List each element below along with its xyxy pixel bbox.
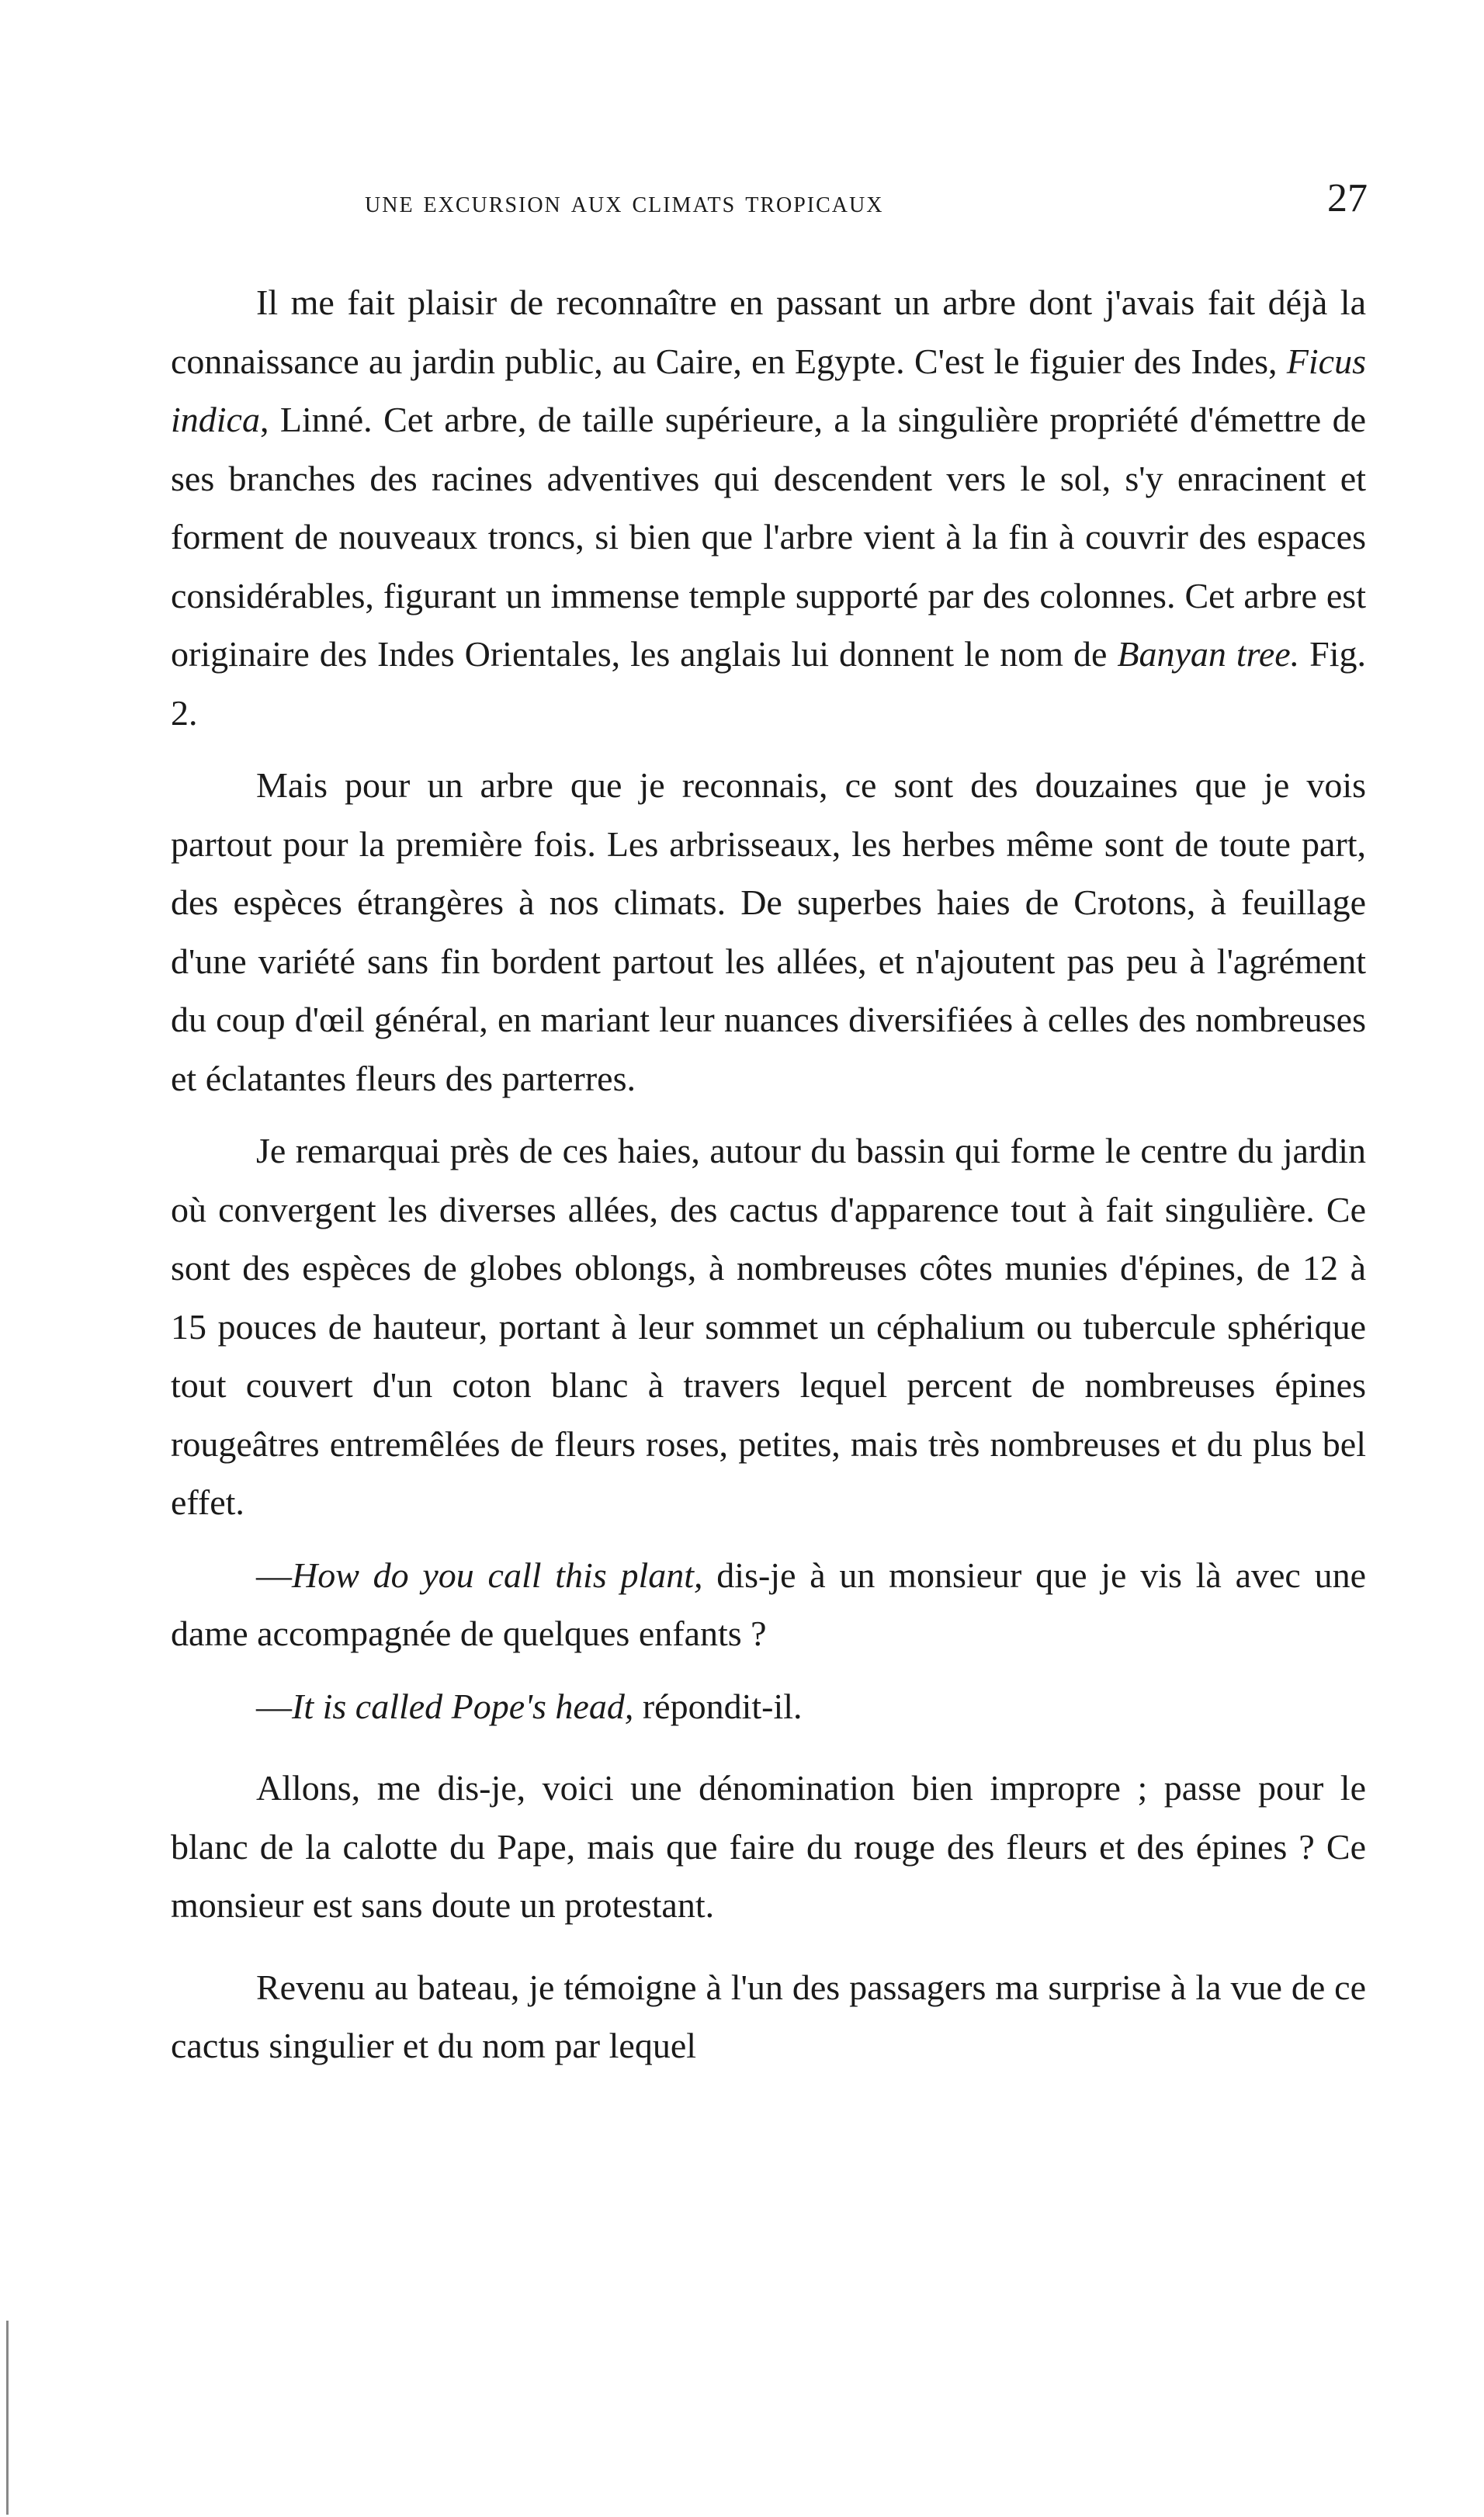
dialog-paragraph (171, 1677, 1366, 1736)
paragraph (171, 1958, 1366, 2075)
page-number: 27 (1327, 176, 1368, 220)
dash: — (256, 1555, 292, 1595)
scan-edge-mark (6, 2321, 9, 2515)
text-run: Il me fait plaisir de reconnaître en passant un arbre dont j'avais fait déjà la connaissance au jardin public, au Caire, en Egypte. C'est le figuier des Indes, (171, 283, 1366, 381)
paragraph (171, 1122, 1366, 1532)
dash: — (256, 1686, 292, 1726)
text-run: dis-je à un monsieur que je vis là avec une dame accompagnée de quelques enfants ? (171, 1555, 1366, 1653)
body-text (171, 273, 1366, 2089)
italic-run: How do you call this plant, (292, 1555, 703, 1595)
text-run: Allons, me dis-je, voici une dénomination bien impropre ; passe pour le blanc de la calotte du Pape, mais que faire du rouge des fleurs et des épines ? Ce monsieur est sans doute un protestant. (171, 1768, 1366, 1925)
dialog-paragraph (171, 1546, 1366, 1663)
italic-run: Ficus indica (171, 341, 1366, 439)
italic-run: It is called Pope's head, (292, 1686, 634, 1726)
italic-run: Banyan tree. (1117, 634, 1300, 674)
text-run: répondit-il. (633, 1686, 803, 1726)
text-run: Revenu au bateau, je témoigne à l'un des passagers ma surprise à la vue de ce cactus singulier et du nom par lequel (171, 1967, 1366, 2065)
paragraph (171, 1759, 1366, 1935)
paragraph (171, 273, 1366, 742)
text-run: , Linné. Cet arbre, de taille supérieure, a la singulière propriété d'émettre de ses branches des racines adventives qui descendent vers le sol, s'y enracinent et forment de nouveaux troncs, si bien que l'arbre vient à la fin à couvrir des espaces considérables, figurant un immense temple supporté par des colonnes. Cet arbre est originaire des Indes Orientales, les anglais lui donnent le nom de (171, 400, 1366, 674)
text-run: Mais pour un arbre que je reconnais, ce sont des douzaines que je vois partout pour la première fois. Les arbrisseaux, les herbes même sont de toute part, des espèces étrangères à nos climats. De superbes haies de Crotons, à feuillage d'une variété sans fin bordent partout les allées, et n'ajoutent pas peu à l'agrément du coup d'œil général, en mariant leur nuances diversifiées à celles des nombreuses et éclatantes fleurs des parterres. (171, 765, 1366, 1098)
running-title: une excursion aux climats tropicaux (365, 184, 884, 219)
text-run: Fig. 2. (171, 634, 1366, 733)
text-run: Je remarquai près de ces haies, autour du bassin qui forme le centre du jardin où convergent les diverses allées, des cactus d'apparence tout à fait singulière. Ce sont des espèces de globes oblongs, à nombreuses côtes munies d'épines, de 12 à 15 pouces de hauteur, portant à leur sommet un céphalium ou tubercule sphérique tout couvert d'un coton blanc à travers lequel percent de nombreuses épines rougeâtres entremêlées de fleurs roses, petites, mais très nombreuses et du plus bel effet. (171, 1131, 1366, 1522)
paragraph (171, 756, 1366, 1108)
